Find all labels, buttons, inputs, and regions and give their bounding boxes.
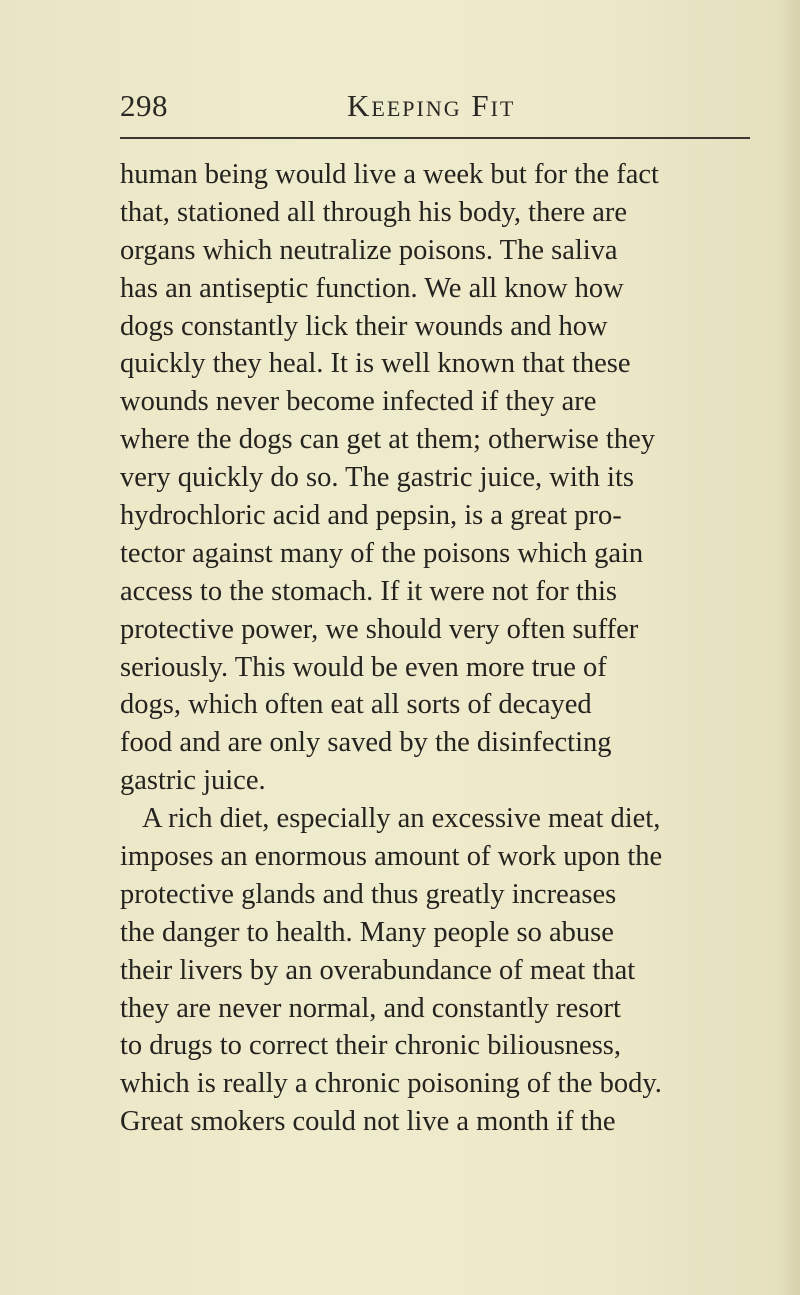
text-line-19: imposes an enormous amount of work upon the <box>120 841 663 873</box>
text-line-1: human being would live a week but for the fact <box>120 159 659 190</box>
text-line-20: protective glands and thus greatly increases <box>120 878 617 910</box>
text-line-2: that, stationed all through his body, there are <box>120 196 628 228</box>
body-text <box>120 156 760 1141</box>
header-rule <box>120 137 750 139</box>
text-line-16: food and are only saved by the disinfecting <box>120 727 612 759</box>
text-line-26: Great smokers could not live a month if the <box>120 1106 616 1138</box>
text-line-24: to drugs to correct their chronic biliousness, <box>120 1030 622 1062</box>
text-line-9: very quickly do so. The gastric juice, with its <box>120 462 634 494</box>
text-line-7: wounds never become infected if they are <box>120 386 597 418</box>
text-line-8: where the dogs can get at them; otherwise they <box>120 424 655 456</box>
text-line-5: dogs constantly lick their wounds and how <box>120 310 608 342</box>
running-head <box>120 86 750 136</box>
text-line-17: gastric juice. <box>120 765 266 797</box>
text-line-18: A rich diet, especially an excessive meat diet, <box>142 803 661 835</box>
page-edge-shadow <box>778 0 800 1295</box>
text-line-11: tector against many of the poisons which gain <box>120 537 644 569</box>
text-line-23: they are never normal, and constantly resort <box>120 992 621 1024</box>
text-line-12: access to the stomach. If it were not for this <box>120 575 618 607</box>
text-line-21: the danger to health. Many people so abuse <box>120 916 614 948</box>
text-line-4: has an antiseptic function. We all know how <box>120 272 624 304</box>
text-line-3: organs which neutralize poisons. The saliva <box>120 234 618 266</box>
text-line-15: dogs, which often eat all sorts of decayed <box>120 689 592 721</box>
text-line-13: protective power, we should very often suffer <box>120 613 639 645</box>
text-line-6: quickly they heal. It is well known that these <box>120 348 631 380</box>
text-line-22: their livers by an overabundance of meat that <box>120 954 636 986</box>
page-number: 298 <box>120 88 168 123</box>
text-line-10: hydrochloric acid and pepsin, is a great pro- <box>120 500 622 532</box>
text-line-14: seriously. This would be even more true of <box>120 651 607 683</box>
book-title: Keeping Fit <box>347 88 516 123</box>
text-line-25: which is really a chronic poisoning of the body. <box>120 1068 662 1100</box>
